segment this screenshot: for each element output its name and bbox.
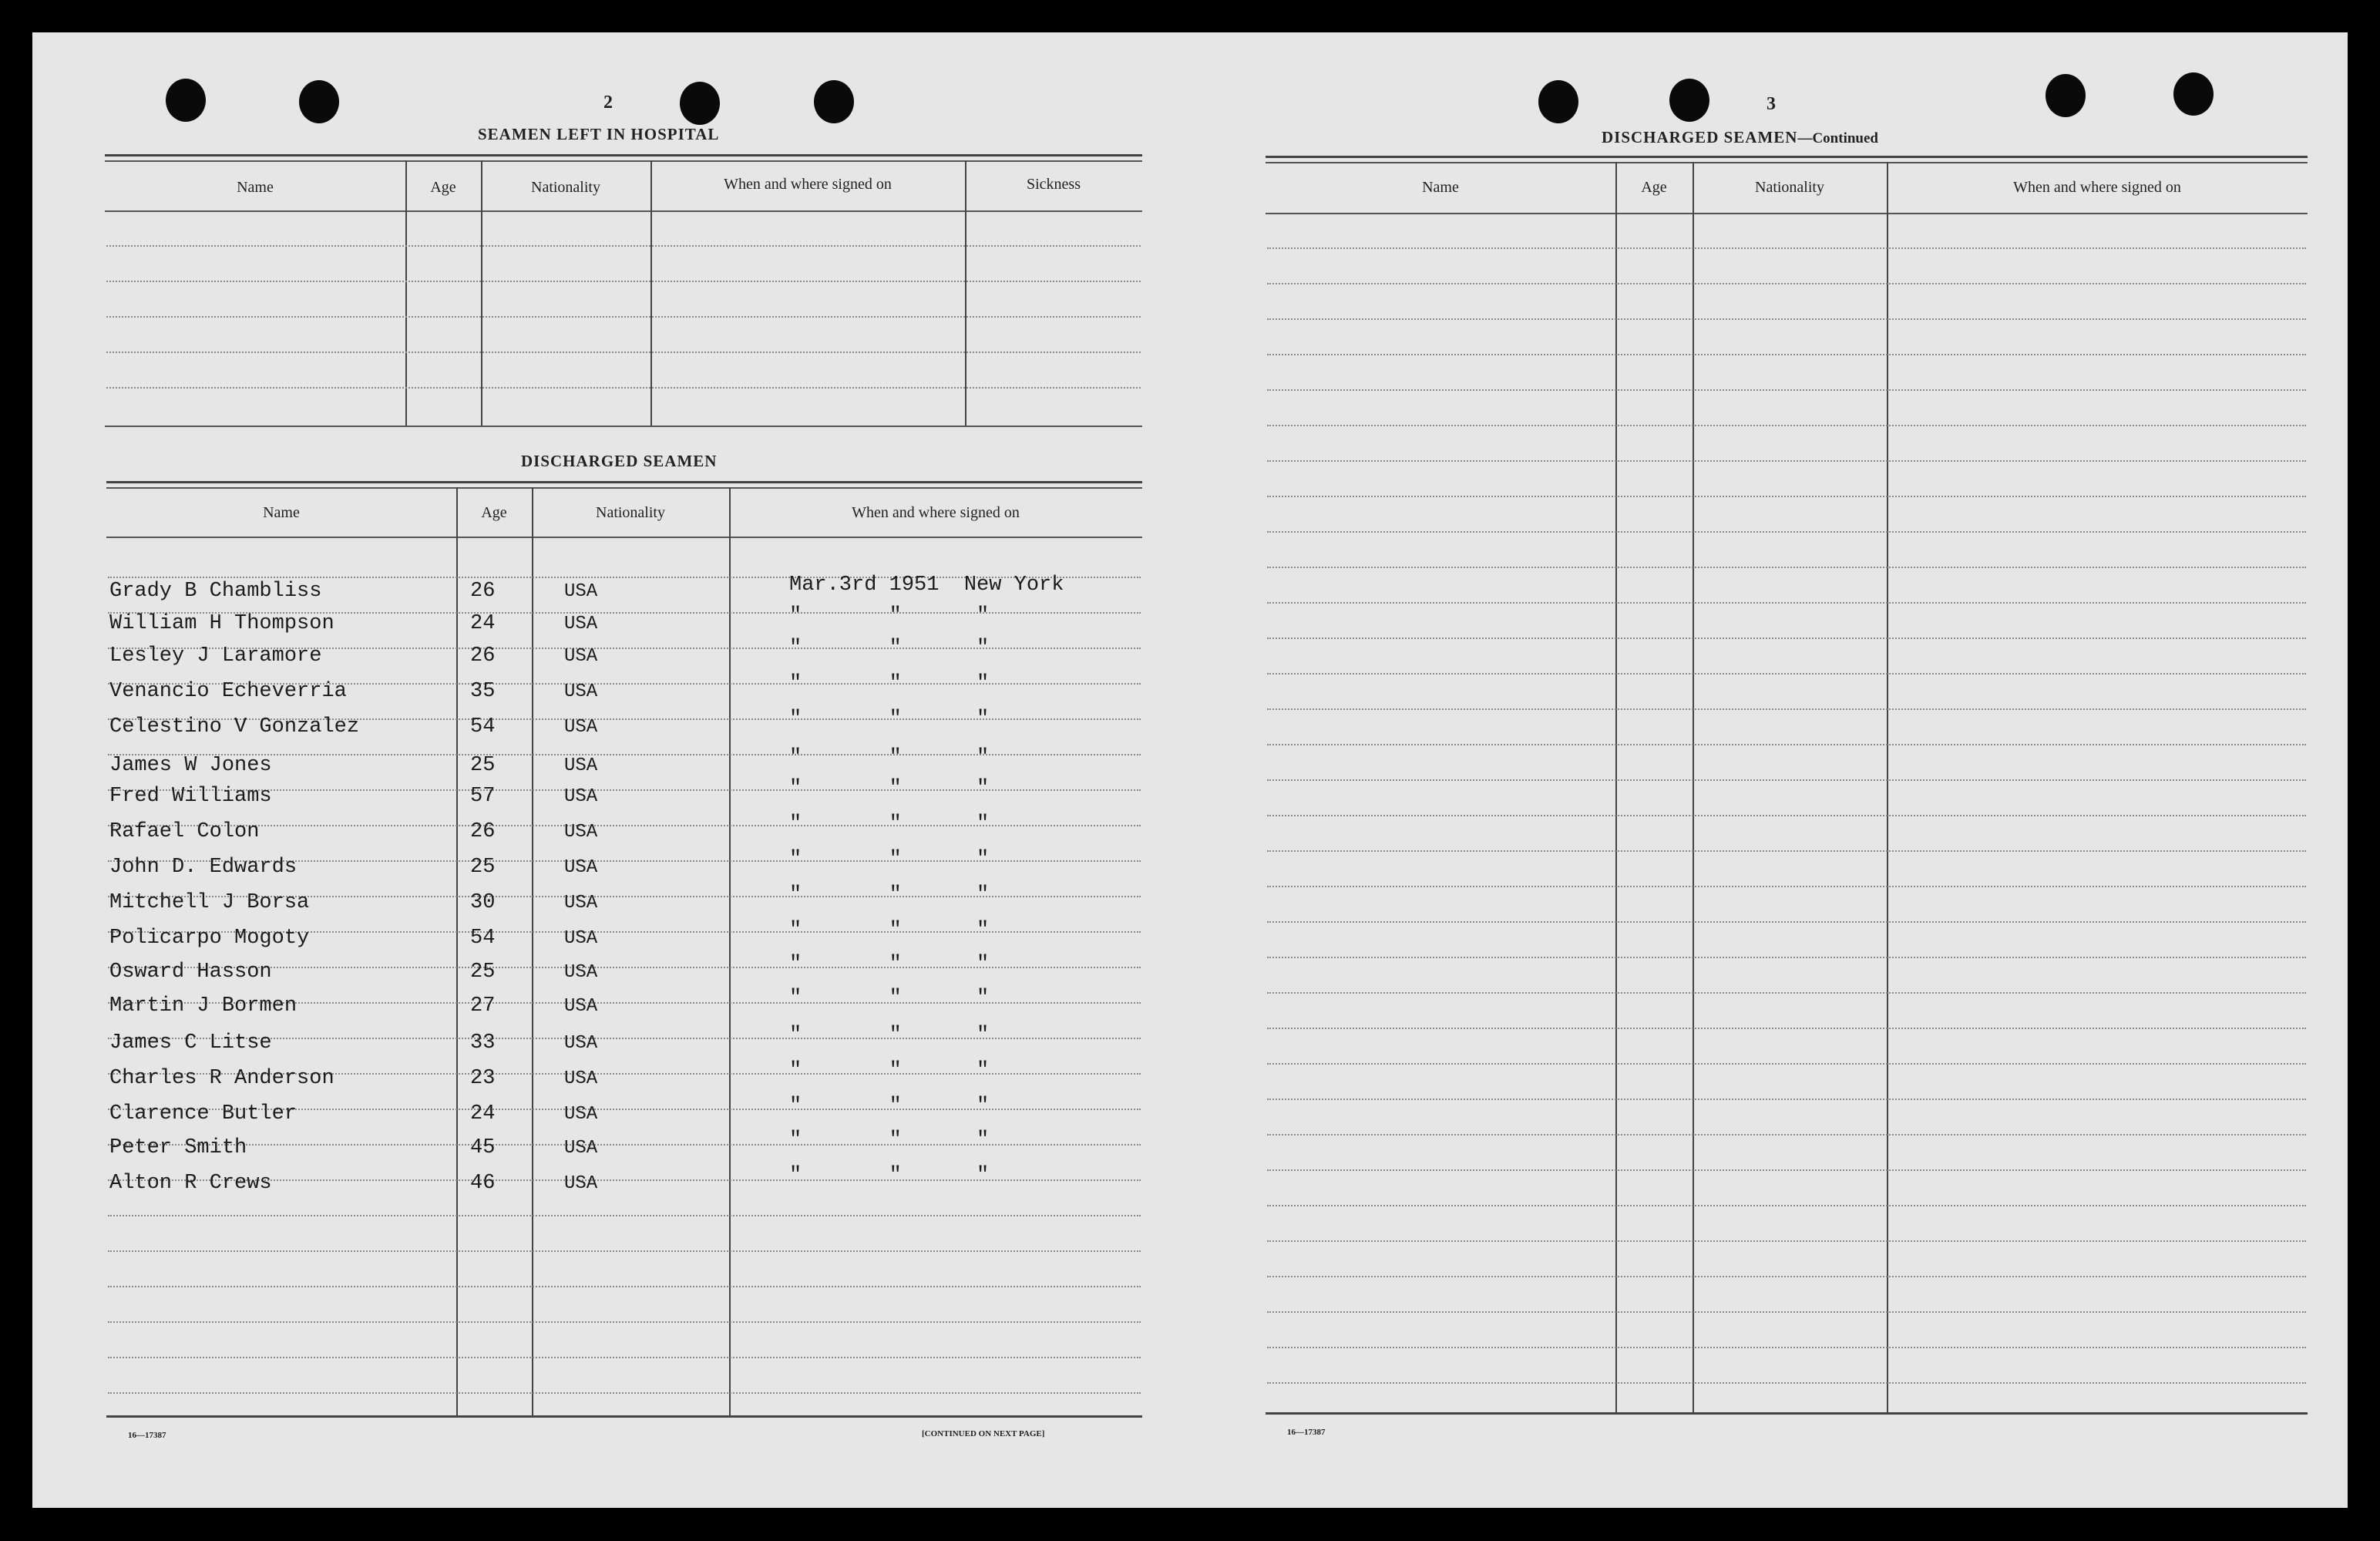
ruled-line (106, 316, 1141, 318)
ruled-line (1267, 1134, 2306, 1136)
right-header-name: Name (1422, 179, 1459, 196)
ruled-line (1267, 1382, 2306, 1384)
seaman-signed-on: " " " (789, 1095, 990, 1118)
right-header-nationality: Nationality (1755, 179, 1824, 196)
seaman-name: Clarence Butler (109, 1102, 298, 1125)
seaman-nationality: USA (564, 755, 598, 776)
hospital-header-age: Age (430, 179, 456, 196)
right-section-title-text: DISCHARGED SEAMEN (1602, 128, 1798, 146)
ruled-line (1267, 567, 2306, 568)
seaman-signed-on: " " " (789, 777, 990, 800)
hospital-table-top-rule (105, 160, 1142, 162)
seaman-age: 30 (470, 891, 496, 914)
seaman-name: Grady B Chambliss (109, 580, 322, 603)
page-number-left: 2 (603, 93, 613, 113)
seaman-name: John D. Edwards (109, 856, 298, 879)
ruled-line (1267, 354, 2306, 355)
right-header-rule (1266, 213, 2308, 214)
hospital-col-divider (481, 160, 482, 426)
ruled-line (1267, 957, 2306, 958)
seaman-nationality: USA (564, 581, 598, 602)
punch-hole (1538, 80, 1578, 123)
ruled-line (1267, 708, 2306, 710)
punch-hole (299, 80, 339, 123)
ruled-line (1267, 496, 2306, 497)
seaman-signed-on: " " " (789, 637, 990, 660)
ruled-line (1267, 1240, 2306, 1242)
ruled-line (1267, 283, 2306, 284)
seaman-nationality: USA (564, 717, 598, 738)
ruled-line (1267, 1347, 2306, 1348)
page-number-right: 3 (1767, 94, 1776, 114)
continued-note: [CONTINUED ON NEXT PAGE] (922, 1429, 1045, 1438)
seaman-age: 24 (470, 1102, 496, 1125)
ruled-line (1267, 1205, 2306, 1206)
seaman-name: James W Jones (109, 754, 272, 777)
ruled-line (108, 1215, 1141, 1216)
seaman-signed-on: " " " (789, 708, 990, 731)
ruled-line (1267, 850, 2306, 852)
seaman-nationality: USA (564, 681, 598, 702)
seaman-signed-on: " " " (789, 604, 990, 628)
ruled-line (1267, 886, 2306, 887)
seaman-age: 25 (470, 961, 496, 984)
ruled-line (108, 1357, 1141, 1358)
seaman-name: Mitchell J Borsa (109, 891, 310, 914)
seaman-age: 54 (470, 715, 496, 739)
right-table-top-rule (1266, 162, 2308, 163)
ruled-line (1267, 1169, 2306, 1171)
seaman-name: Alton R Crews (109, 1172, 272, 1195)
seaman-age: 33 (470, 1031, 496, 1055)
seaman-signed-on: " " " (789, 953, 990, 976)
seaman-signed-on: Mar.3rd 1951 New York (789, 574, 1064, 597)
ruled-line (1267, 815, 2306, 816)
ruled-line (1267, 1063, 2306, 1065)
form-number-left: 16—17387 (128, 1431, 166, 1440)
discharged-header-age: Age (481, 504, 507, 521)
seaman-nationality: USA (564, 1173, 598, 1194)
right-section-title-suffix: —Continued (1797, 130, 1878, 146)
ruled-line (108, 1392, 1141, 1394)
discharged-header-nationality: Nationality (596, 504, 665, 521)
seaman-nationality: USA (564, 1138, 598, 1159)
seaman-nationality: USA (564, 1068, 598, 1089)
seaman-signed-on: " " " (789, 987, 990, 1010)
seaman-age: 25 (470, 754, 496, 777)
seaman-age: 26 (470, 580, 496, 603)
seaman-nationality: USA (564, 996, 598, 1017)
hospital-header-rule (105, 210, 1142, 212)
seaman-signed-on: " " " (789, 1059, 990, 1082)
hospital-col-divider (650, 160, 652, 426)
seaman-signed-on: " " " (789, 848, 990, 871)
right-table-top-rule (1266, 156, 2308, 158)
seaman-age: 25 (470, 856, 496, 879)
discharged-table-top-rule (106, 481, 1142, 483)
discharged-header-signed-on: When and where signed on (852, 504, 1020, 521)
hospital-col-divider (965, 160, 966, 426)
seaman-name: Lesley J Laramore (109, 644, 322, 668)
seaman-name: James C Litse (109, 1031, 272, 1055)
ruled-line (1267, 992, 2306, 994)
ruled-line (1267, 1311, 2306, 1313)
seaman-name: Fred Williams (109, 785, 272, 808)
ruled-line (106, 387, 1141, 389)
seaman-signed-on: " " " (789, 746, 990, 769)
ruled-line (108, 1250, 1141, 1252)
seaman-name: Celestino V Gonzalez (109, 715, 360, 739)
seaman-age: 26 (470, 820, 496, 843)
punch-hole (2173, 72, 2214, 116)
seaman-nationality: USA (564, 962, 598, 983)
seaman-nationality: USA (564, 646, 598, 667)
seaman-name: Policarpo Mogoty (109, 927, 310, 950)
seaman-signed-on: " " " (789, 1024, 990, 1047)
seaman-age: 45 (470, 1136, 496, 1159)
seaman-nationality: USA (564, 1104, 598, 1125)
right-section-title (1602, 128, 1878, 147)
seaman-age: 57 (470, 785, 496, 808)
ruled-line (1267, 389, 2306, 391)
right-col-divider (1615, 162, 1617, 1412)
seaman-signed-on: " " " (789, 1129, 990, 1152)
right-header-age: Age (1641, 179, 1667, 196)
ruled-line (1267, 460, 2306, 462)
hospital-col-divider (405, 160, 407, 426)
seaman-name: Osward Hasson (109, 961, 272, 984)
right-col-divider (1887, 162, 1888, 1412)
ruled-line (1267, 1276, 2306, 1277)
seaman-nationality: USA (564, 786, 598, 807)
ruled-line (1267, 744, 2306, 745)
seaman-signed-on: " " " (789, 883, 990, 907)
punch-hole (166, 79, 206, 122)
discharged-col-divider (456, 487, 458, 1415)
ruled-line (1267, 673, 2306, 675)
punch-hole (1669, 79, 1709, 122)
punch-hole (2046, 74, 2086, 117)
right-header-signed-on: When and where signed on (2013, 179, 2181, 196)
seaman-age: 46 (470, 1172, 496, 1195)
discharged-col-divider (532, 487, 533, 1415)
ruled-line (1267, 1028, 2306, 1029)
seaman-name: Rafael Colon (109, 820, 260, 843)
seaman-age: 26 (470, 644, 496, 668)
ruled-line (108, 1321, 1141, 1323)
hospital-header-signed-on: When and where signed on (724, 176, 892, 193)
seaman-nationality: USA (564, 857, 598, 878)
ruled-line (106, 281, 1141, 282)
ruled-line (1267, 531, 2306, 533)
hospital-header-nationality: Nationality (531, 179, 600, 196)
seaman-age: 27 (470, 994, 496, 1018)
right-col-divider (1693, 162, 1694, 1412)
ruled-line (106, 245, 1141, 247)
ledger-sheet (32, 32, 2348, 1508)
ruled-line (1267, 425, 2306, 426)
hospital-header-name: Name (237, 179, 274, 196)
discharged-header-rule (106, 537, 1142, 538)
seaman-signed-on: " " " (789, 1164, 990, 1187)
seaman-name: Venancio Echeverria (109, 680, 347, 703)
ruled-line (106, 352, 1141, 353)
hospital-section-title: SEAMEN LEFT IN HOSPITAL (478, 125, 720, 143)
seaman-age: 23 (470, 1067, 496, 1090)
ruled-line (1267, 638, 2306, 639)
seaman-age: 24 (470, 612, 496, 635)
ruled-line (1267, 1099, 2306, 1100)
punch-hole (814, 80, 854, 123)
seaman-nationality: USA (564, 1033, 598, 1054)
ruled-line (1267, 318, 2306, 320)
ruled-line (1267, 247, 2306, 249)
form-number-right: 16—17387 (1287, 1428, 1326, 1437)
ruled-line (1267, 602, 2306, 604)
seaman-nationality: USA (564, 822, 598, 843)
seaman-name: William H Thompson (109, 612, 334, 635)
seaman-name: Charles R Anderson (109, 1067, 334, 1090)
hospital-table-top-rule (105, 154, 1142, 156)
discharged-table-top-rule (106, 487, 1142, 489)
seaman-signed-on: " " " (789, 919, 990, 942)
seaman-signed-on: " " " (789, 672, 990, 695)
ruled-line (1267, 921, 2306, 923)
hospital-table-bottom-rule (105, 426, 1142, 427)
hospital-header-sickness: Sickness (1027, 176, 1081, 193)
seaman-age: 54 (470, 927, 496, 950)
seaman-name: Peter Smith (109, 1136, 247, 1159)
discharged-col-divider (729, 487, 731, 1415)
seaman-nationality: USA (564, 614, 598, 634)
discharged-table-bottom-rule (106, 1415, 1142, 1418)
ruled-line (1267, 779, 2306, 781)
seaman-nationality: USA (564, 893, 598, 913)
ruled-line (108, 1286, 1141, 1287)
seaman-nationality: USA (564, 928, 598, 949)
punch-hole (680, 82, 720, 125)
seaman-name: Martin J Bormen (109, 994, 298, 1018)
right-table-bottom-rule (1266, 1412, 2308, 1415)
seaman-age: 35 (470, 680, 496, 703)
discharged-header-name: Name (263, 504, 300, 521)
discharged-section-title: DISCHARGED SEAMEN (521, 452, 718, 470)
seaman-signed-on: " " " (789, 813, 990, 836)
